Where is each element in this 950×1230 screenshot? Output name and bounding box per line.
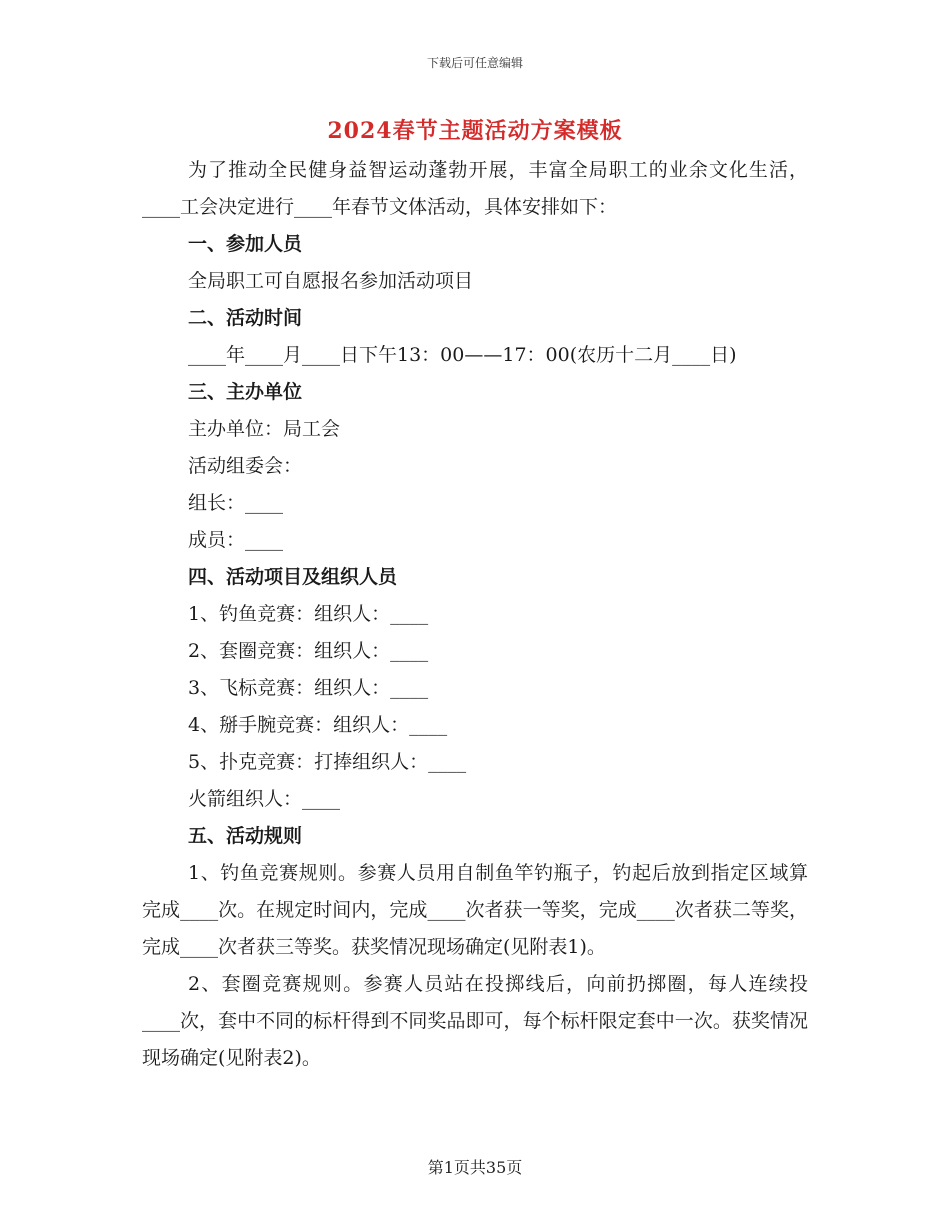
section-heading-time: 二、活动时间 — [188, 307, 303, 329]
members-text: 成员：____ — [188, 529, 284, 551]
committee-text: 活动组委会： — [188, 455, 303, 477]
event-item: 3、飞标竞赛：组织人：____ — [188, 677, 429, 699]
rule-ring-toss: 2、套圈竞赛规则。参赛人员站在投掷线后，向前扔掷圈，每人连续投____次，套中不同的标杆得到不同奖品即可，每个标杆限定套中一次。获奖情况现场确定(见附表2)。 — [142, 973, 808, 1069]
time-text: ____年____月____日下午13：00——17：00(农历十二月____日) — [188, 344, 737, 366]
event-item: 2、套圈竞赛：组织人：____ — [188, 640, 429, 662]
document-body — [142, 152, 808, 1077]
leader-text: 组长：____ — [188, 492, 284, 514]
page-header-note: 下载后可任意编辑 — [426, 56, 523, 70]
section-heading-events: 四、活动项目及组织人员 — [188, 566, 398, 588]
event-item: 火箭组织人：____ — [188, 788, 341, 810]
event-item: 4、掰手腕竞赛：组织人：____ — [188, 714, 448, 736]
document-title: 2024春节主题活动方案模板 — [327, 118, 623, 144]
event-item: 5、扑克竞赛：打捧组织人：____ — [188, 751, 467, 773]
section-heading-host: 三、主办单位 — [188, 381, 303, 403]
event-item: 1、钓鱼竞赛：组织人：____ — [188, 603, 429, 625]
participants-text: 全局职工可自愿报名参加活动项目 — [188, 270, 474, 292]
section-heading-rules: 五、活动规则 — [188, 825, 303, 847]
page-footer: 第1页共35页 — [427, 1158, 523, 1177]
host-text: 主办单位：局工会 — [188, 418, 341, 440]
intro-paragraph: 为了推动全民健身益智运动蓬勃开展，丰富全局职工的业余文化生活，____工会决定进行____年春节文体活动，具体安排如下： — [142, 159, 808, 218]
section-heading-participants: 一、参加人员 — [188, 233, 303, 255]
rule-fishing: 1、钓鱼竞赛规则。参赛人员用自制鱼竿钓瓶子，钓起后放到指定区域算完成____次。在规定时间内，完成____次者获一等奖，完成____次者获二等奖，完成____次者获三等奖。获奖情况现场确定(见附表1)。 — [142, 862, 808, 958]
